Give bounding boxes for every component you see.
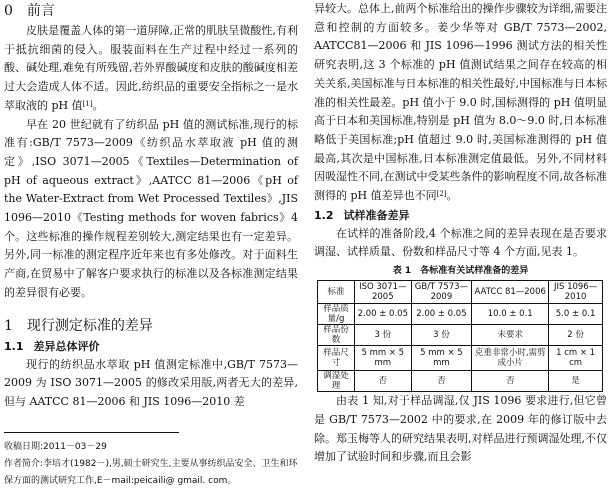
subsection-heading-1-2 <box>314 206 607 225</box>
table-cell: 3 份 <box>354 325 411 346</box>
paragraph-text: 皮肤是覆盖人体的第一道屏障,正常的肌肤呈微酸性,有利于抵抗细菌的侵入。服装面料在生产过程中经过一系列的酸、碱处理,难免有所残留,若外界酸碱度和皮肤的酸碱度相差过大会造成人体不适。因此,纺织品的重要安全指标之一是水萃取液的 pH 值 <box>4 24 298 112</box>
sample-prep-table <box>317 280 603 392</box>
table-cell: 调湿处理 <box>318 371 355 392</box>
table-header-cell: 标准 <box>318 281 355 304</box>
table-header-row <box>318 281 603 304</box>
citation-ref[interactable]: [2] <box>436 190 447 199</box>
table-cell: 5.0 ± 0.1 <box>549 304 603 325</box>
footnote-divider <box>4 432 179 433</box>
table-header-cell: ISO 3071—2005 <box>354 281 411 304</box>
table-cell: 是 <box>549 371 603 392</box>
table-cell: 2.00 ± 0.05 <box>354 304 411 325</box>
paragraph-comparison <box>314 0 607 206</box>
table-cell: 2 份 <box>549 325 603 346</box>
right-column <box>314 0 607 467</box>
table-cell: 未要求 <box>472 325 549 346</box>
table-row <box>318 304 603 325</box>
footnote-author-bio: 作者简介:李培才(1982－),男,硕士研究生,主要从事纺织品安全、卫生和环保方面的测试研究工作,E－mail:peicaili@ gmail. com。 <box>4 458 298 486</box>
section-title: 前言 <box>26 3 55 19</box>
paragraph-overview: 现行的纺织品水萃取 pH 值测定标准中,GB/T 7573—2009 为 ISO 3071—2005 的修改采用版,两者无大的差异,但与 AATCC 81—2006 和 JIS 1096—2010 差 <box>4 357 298 408</box>
table-header-cell: AATCC 81—2006 <box>472 281 549 304</box>
subsection-title: 试样准备差异 <box>343 208 410 222</box>
paragraph-text: 异较大。总体上,前两个标准给出的操作步骤较为详细,需要注意和控制的方面较多。姜少华等对 GB/T 7573—2002, AATCC81—2006 和 JIS 1096—1996 测试方法的相关性研究表明,这 3 个标准的 pH 值测试结果之间存在较高的相关关系,美国标准与日本标准的相关性最好,中国标准与日本标准的相关性最差。pH 值小于 9.0 时,国标测得的 pH 值明显高于日本和美国标准,特别是 pH 值为 8.0～9.0 时,日本标准略低于美国标准;pH 值超过 9.0 时,美国标准测得的 pH 值最高,其次是中国标准,日本标准测定值最低。另外,不同材料因吸湿性不同,在测试中受某些条件的影响程度不同,故各标准测得的 pH 值差异也不同 <box>314 2 607 203</box>
paragraph-intro-1 <box>4 22 298 116</box>
table-caption: 表 1 各标准有关试样准备的差异 <box>392 266 529 277</box>
table-row <box>318 371 603 392</box>
table-cell: 否 <box>354 371 411 392</box>
subsection-title: 差异总体评价 <box>33 339 100 353</box>
table-cell: 3 份 <box>411 325 472 346</box>
paragraph-sample-prep: 在试样的准备阶段,4 个标准之间的差异表现在是否要求调湿、试样质量、份数和样品尺寸等 4 个方面,见表 1。 <box>314 226 607 259</box>
section-heading-1 <box>4 315 298 337</box>
section-heading-0 <box>4 0 298 22</box>
subsection-number: 1.1 <box>4 339 24 353</box>
table-header-cell: GB/T 7573—2009 <box>411 281 472 304</box>
table-cell: 5 mm × 5 mm <box>354 346 411 371</box>
subsection-number: 1.2 <box>314 208 334 222</box>
paragraph-conditioning: 由表 1 知,对于样品调湿,仅 JIS 1096 要求进行,但它曾是 GB/T 7573—2002 中的要求,在 2009 年的修订版中去除。郑玉梅等人的研究结果表明,对样品进行预调湿处理,不仅增加了试验时间和步骤,而且会影 <box>314 394 607 464</box>
table-cell: 5 mm × 5 mm <box>411 346 472 371</box>
section-title: 现行测定标准的差异 <box>26 317 153 334</box>
section-number: 0 <box>4 3 13 19</box>
section-number: 1 <box>4 317 13 334</box>
subsection-heading-1-1 <box>4 337 298 356</box>
table-cell: 否 <box>472 371 549 392</box>
table-cell: 样品质量/g <box>318 304 355 325</box>
paragraph-end: 。 <box>446 189 458 203</box>
table-cell: 样品尺寸 <box>318 346 355 371</box>
table-cell: 否 <box>411 371 472 392</box>
paragraph-intro-2: 早在 20 世纪就有了纺织品 pH 值的测试标准,现行的标准有:GB/T 7573—2009《纺织品水萃取液 pH 值的测定》,ISO 3071—2005《Textiles—Determination of pH of aqueous extract》,AATCC 81—2006《pH of the Water-Extract from Wet Processed Textiles》,JIS 1096—2010《Testing methods for woven fabrics》4 个。这些标准的操作规程差别较大,测定结果也有一定差异。另外,同一标准的测定程序近年来也有多处修改。对于面料生产商,在贸易中了解客户要求执行的标准以及各标准测定结果的差异很有必要。 <box>4 117 298 299</box>
table-cell: 样品份数 <box>318 325 355 346</box>
table-cell: 10.0 ± 0.1 <box>472 304 549 325</box>
table-cell: 克重非常小时,需剪成小片 <box>472 346 549 371</box>
paragraph-end: 。 <box>92 98 104 112</box>
table-row <box>318 346 603 371</box>
left-column <box>4 0 298 490</box>
table-cell: 2.00 ± 0.05 <box>411 304 472 325</box>
table-header-cell: JIS 1096—2010 <box>549 281 603 304</box>
footnote-received-date: 收稿日期:2011－03－29 <box>4 441 107 452</box>
table-row <box>318 325 603 346</box>
citation-ref[interactable]: [1] <box>82 99 93 108</box>
table-cell: 1 cm × 1 cm <box>549 346 603 371</box>
